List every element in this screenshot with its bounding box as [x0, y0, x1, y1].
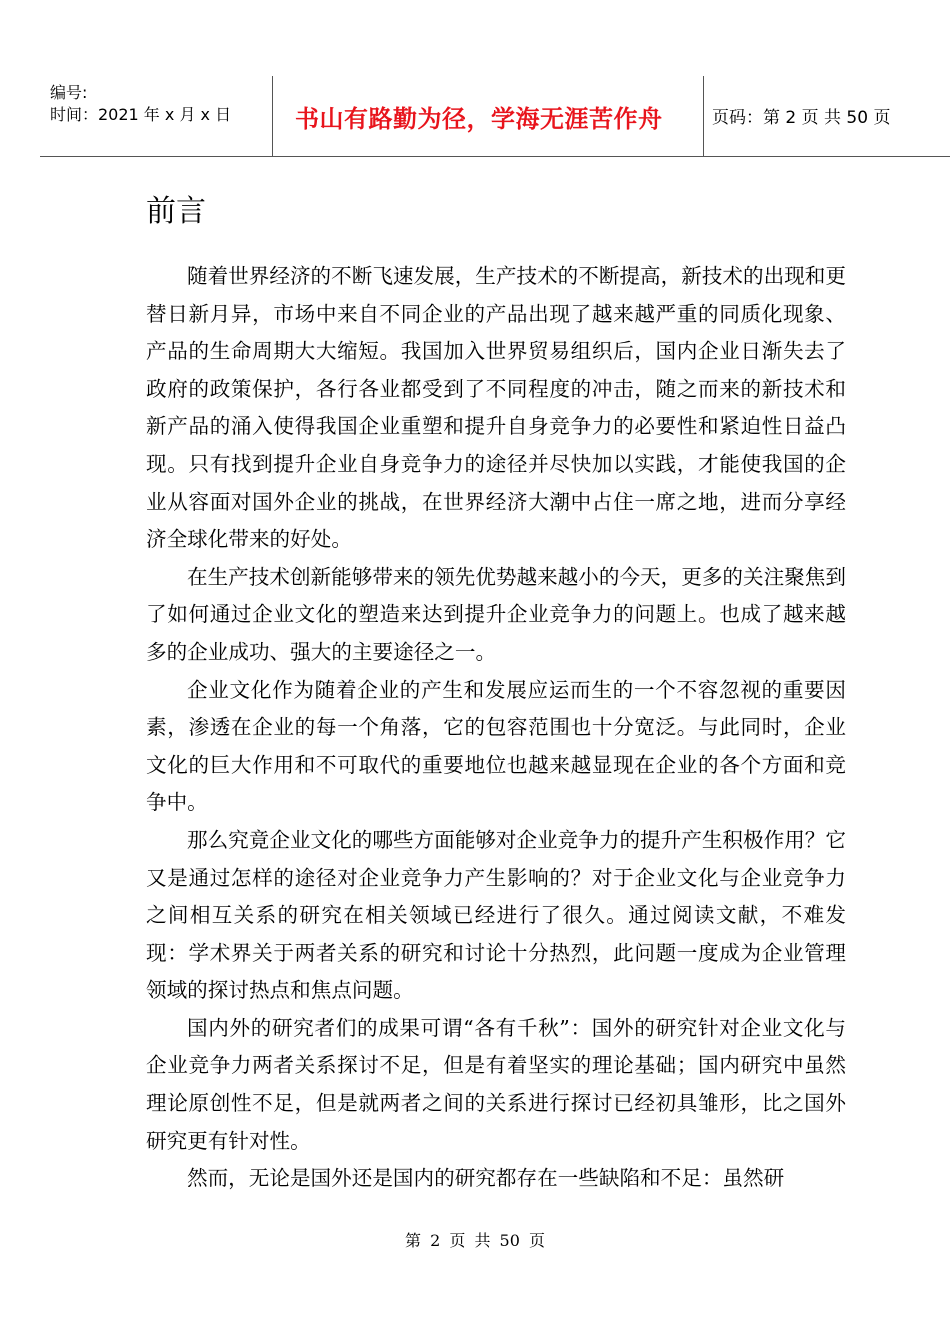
body-paragraph: 随着世界经济的不断飞速发展，生产技术的不断提高，新技术的出现和更替日新月异，市场中来自不同企业的产品出现了越来越严重的同质化现象、产品的生命周期大大缩短。我国加入世界贸易组织后，国内企业日渐失去了政府的政策保护，各行各业都受到了不同程度的冲击，随之而来的新技术和新产品的涌入使得我国企业重塑和提升自身竞争力的必要性和紧迫性日益凸现。只有找到提升企业自身竞争力的途径并尽快加以实践，才能使我国的企业从容面对国外企业的挑战，在世界经济大潮中占住一席之地，进而分享经济全球化带来的好处。 — [146, 264, 846, 552]
header-motto: 书山有路勤为径，学海无涯苦作舟 — [295, 105, 663, 133]
header-meta — [40, 76, 273, 156]
header-page-info: 页码：第 2 页 共 50 页 — [712, 108, 891, 128]
page-footer: 第 2 页 共 50 页 — [405, 1231, 545, 1250]
body-paragraph: 然而，无论是国外还是国内的研究都存在一些缺陷和不足：虽然研 — [187, 1166, 785, 1191]
header-motto-cell — [273, 76, 704, 156]
body-paragraph: 那么究竟企业文化的哪些方面能够对企业竞争力的提升产生积极作用？它又是通过怎样的途径对企业竞争力产生影响的？对于企业文化与企业竞争力之间相互关系的研究在相关领域已经进行了很久。通过阅读文献，不难发现：学术界关于两者关系的研究和讨论十分热烈，此问题一度成为企业管理领域的探讨热点和焦点问题。 — [146, 827, 846, 1003]
page-header — [40, 76, 950, 157]
document-body — [146, 258, 846, 1198]
document-time-label: 时间：2021 年 x 月 x 日 — [50, 105, 232, 124]
page-title: 前言 — [146, 194, 206, 229]
body-paragraph: 企业文化作为随着企业的产生和发展应运而生的一个不容忽视的重要因素，渗透在企业的每一个角落，它的包容范围也十分宽泛。与此同时，企业文化的巨大作用和不可取代的重要地位也越来越显现在企业的各个方面和竞争中。 — [146, 677, 846, 815]
document-number-label: 编号: — [50, 83, 88, 102]
body-paragraph: 在生产技术创新能够带来的领先优势越来越小的今天，更多的关注聚焦到了如何通过企业文化的塑造来达到提升企业竞争力的问题上。也成了越来越多的企业成功、强大的主要途径之一。 — [146, 564, 846, 664]
body-paragraph: 国内外的研究者们的成果可谓“各有千秋”：国外的研究针对企业文化与企业竞争力两者关系探讨不足，但是有着坚实的理论基础；国内研究中虽然理论原创性不足，但是就两者之间的关系进行探讨已经初具雏形，比之国外研究更有针对性。 — [146, 1015, 846, 1153]
